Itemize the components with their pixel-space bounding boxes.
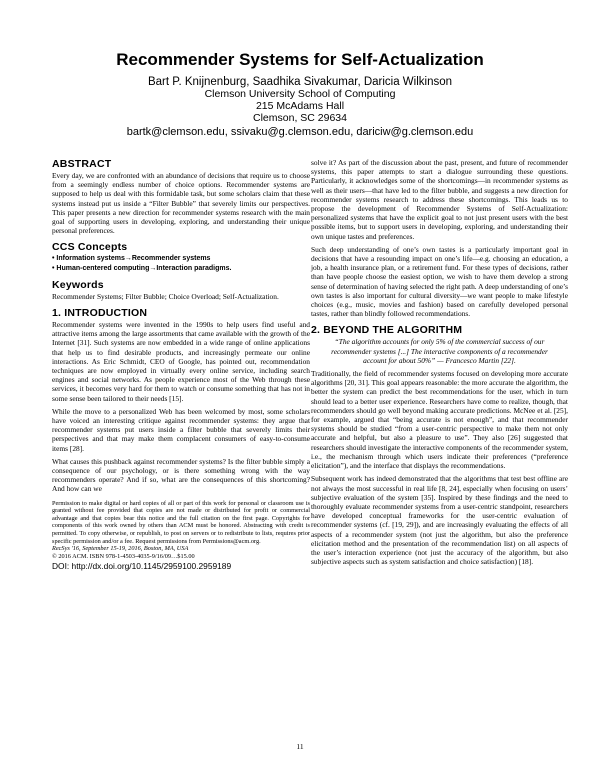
author-names: Bart P. Knijnenburg, Saadhika Sivakumar, Daricia Wilkinson bbox=[147, 76, 453, 88]
doi-link[interactable]: DOI: http://dx.doi.org/10.1145/2959100.2959189 bbox=[52, 561, 232, 572]
keywords-text: Recommender Systems; Filter Bubble; Choice Overload; Self-Actualization. bbox=[52, 291, 279, 301]
epigraph-quote: “The algorithm accounts for only 5% of the commercial success of our recommender systems [...] The interactive components of a recommender account for about 50%” — Francesco Martin [22]. bbox=[331, 337, 548, 365]
paper-title: Recommender Systems for Self-Actualization bbox=[116, 50, 484, 69]
ccs-item-human-centered: • Human-centered computing→Interaction paradigms. bbox=[52, 264, 232, 272]
abstract-heading: ABSTRACT bbox=[52, 158, 112, 170]
left-column bbox=[52, 158, 310, 571]
ccs-heading: CCS Concepts bbox=[52, 241, 128, 254]
address-line-1: 215 McAdams Hall bbox=[255, 100, 345, 112]
address-line-2: Clemson, SC 29634 bbox=[253, 112, 347, 124]
author-block bbox=[0, 76, 600, 138]
right-column bbox=[311, 158, 568, 566]
intro-paragraph-2: While the move to a personalized Web has been welcomed by most, some scholars have voiced an interesting critique against recommender systems: they argue that recommender systems put users inside a filter bubble that severely limits their perspectives and that may make them complacent consumers of easy-to-consume items [28]. bbox=[52, 406, 310, 453]
venue-line: RecSys '16, September 15-19, 2016, Boston, MA, USA bbox=[52, 545, 189, 553]
permission-notice: Permission to make digital or hard copies of all or part of this work for personal or classroom use is granted without fee provided that copies are not made or distributed for profit or commercial advantage and that copies bear this notice and the full citation on the first page. Copyrights for components of this work owned by others than ACM must be honored. Abstracting with credit is permitted. To copy otherwise, or republish, to post on servers or to redistribute to lists, requires prior specific permission and/or a fee. Request permissions from Permissions@acm.org. bbox=[52, 499, 310, 545]
right-paragraph-4: Subsequent work has indeed demonstrated that the algorithms that test best offline are not always the most successful in real life [8, 24], especially when focusing on users’ subjective evaluation of the system [35]. Inspired by these findings and the need to thoroughly evaluate recommender systems from a user-centric standpoint, researchers have developed conceptual frameworks for the user-centric evaluation of recommender systems (cf. [19, 29]), and are increasingly evaluating the effects of all aspects of a recommender system (not just the algorithm, but also the preference elicitation method and the presentation of the recommendation list) on all aspects of the user’s interaction experience (not just the accuracy of the algorithm, but also subjective aspects such as system satisfaction and choice satisfaction) [18]. bbox=[311, 474, 568, 567]
copyright-line: © 2016 ACM. ISBN 978-1-4503-4035-9/16/09…$15.00 bbox=[52, 552, 195, 560]
right-paragraph-3: Traditionally, the field of recommender systems focused on developing more accurate algorithms [20, 31]. This goal appears reasonable: the more accurate the algorithm, the better the system can predict the best recommendations for the user, which in turn should lead to a better user experience. Researchers have come to realize, though, that recommenders should go well beyond making accurate predictions. McNee et al. [25], for example, argued that “being accurate is not enough”, and that recommender systems should be studied “from a user-centric perspective to make them not only accurate and helpful, but also a pleasure to use”. They also [26] suggested that researchers should investigate the interactive components of the recommender system, i.e., the mechanism through which users indicate their preferences (“preference elicitation”), and the interface that displays the recommendations. bbox=[311, 369, 568, 471]
right-paragraph-1: solve it? As part of the discussion about the past, present, and future of recommender systems, this paper attempts to start a dialogue surrounding these questions. Particularly, it acknowledges some of the shortcomings—in recommender systems as well as their users—that have led to the filter bubble, and suggests a new direction for recommender systems research to address these shortcomings. This leads us to propose the development of Recommender Systems of Self-Actualization: personalized systems that have the explicit goal to not just present users with the best possible items, but to support users in developing, exploring, and understanding their own unique tastes and preferences. bbox=[311, 158, 568, 241]
ccs-item-information-systems: • Information systems→Recommender systems bbox=[52, 255, 211, 263]
intro-paragraph-1: Recommender systems were invented in the 1990s to help users find useful and attractive items among the large assortments that came available with the growth of the Internet [31]. Such systems are now embedded in a wide range of online applications that help us to find desirable products, and increasingly permeate our online interactions. As Eric Schmidt, CEO of Google, has pointed out, recommendation techniques are now employed in virtually every online service, including search engines and social networks. As people experience most of the Web through these services, it becomes very hard for them to watch or consume something that has not in some sense been tailored to their needs [15]. bbox=[52, 320, 310, 403]
keywords-heading: Keywords bbox=[52, 278, 104, 291]
right-paragraph-2: Such deep understanding of one’s own tastes is a particularly important goal in decisions that have a resounding impact on one’s life—e.g. choosing an education, a job, a health insurance plan, or a retirement fund. For these types of decisions, rather than have people choose the easiest option, we wish to have them develop a strong sense of determination of having selected the right path. A deep understanding of one’s own tastes is also important for cultural diversity—we want people to make lifestyle choices (e.g., music, movies and fashion) based on carefully developed personal tastes, rather than blindly followed recommendations. bbox=[311, 244, 568, 319]
author-emails: bartk@clemson.edu, ssivaku@g.clemson.edu, dariciw@g.clemson.edu bbox=[126, 126, 474, 138]
introduction-heading: 1. INTRODUCTION bbox=[52, 307, 148, 320]
intro-paragraph-3: What causes this pushback against recommender systems? Is the filter bubble simply a consequence of our psychology, or is there something wrong with the way recommenders operate? And if so, what are the consequences of this shortcoming? And how can we bbox=[52, 456, 310, 494]
abstract-text: Every day, we are confronted with an abundance of decisions that require us to choose from a seemingly endless number of choice options. Recommender systems are supposed to help us deal with this formidable task, but some scholars claim that these systems instead put us inside a “Filter Bubble” that severely limits our perspectives. This paper presents a new direction for recommender systems research with the main goal of supporting users in developing, exploring, and understanding their unique personal preferences. bbox=[52, 171, 310, 236]
affiliation: Clemson University School of Computing bbox=[204, 88, 396, 100]
beyond-algorithm-heading: 2. BEYOND THE ALGORITHM bbox=[311, 324, 463, 337]
page-number: 11 bbox=[296, 742, 304, 751]
